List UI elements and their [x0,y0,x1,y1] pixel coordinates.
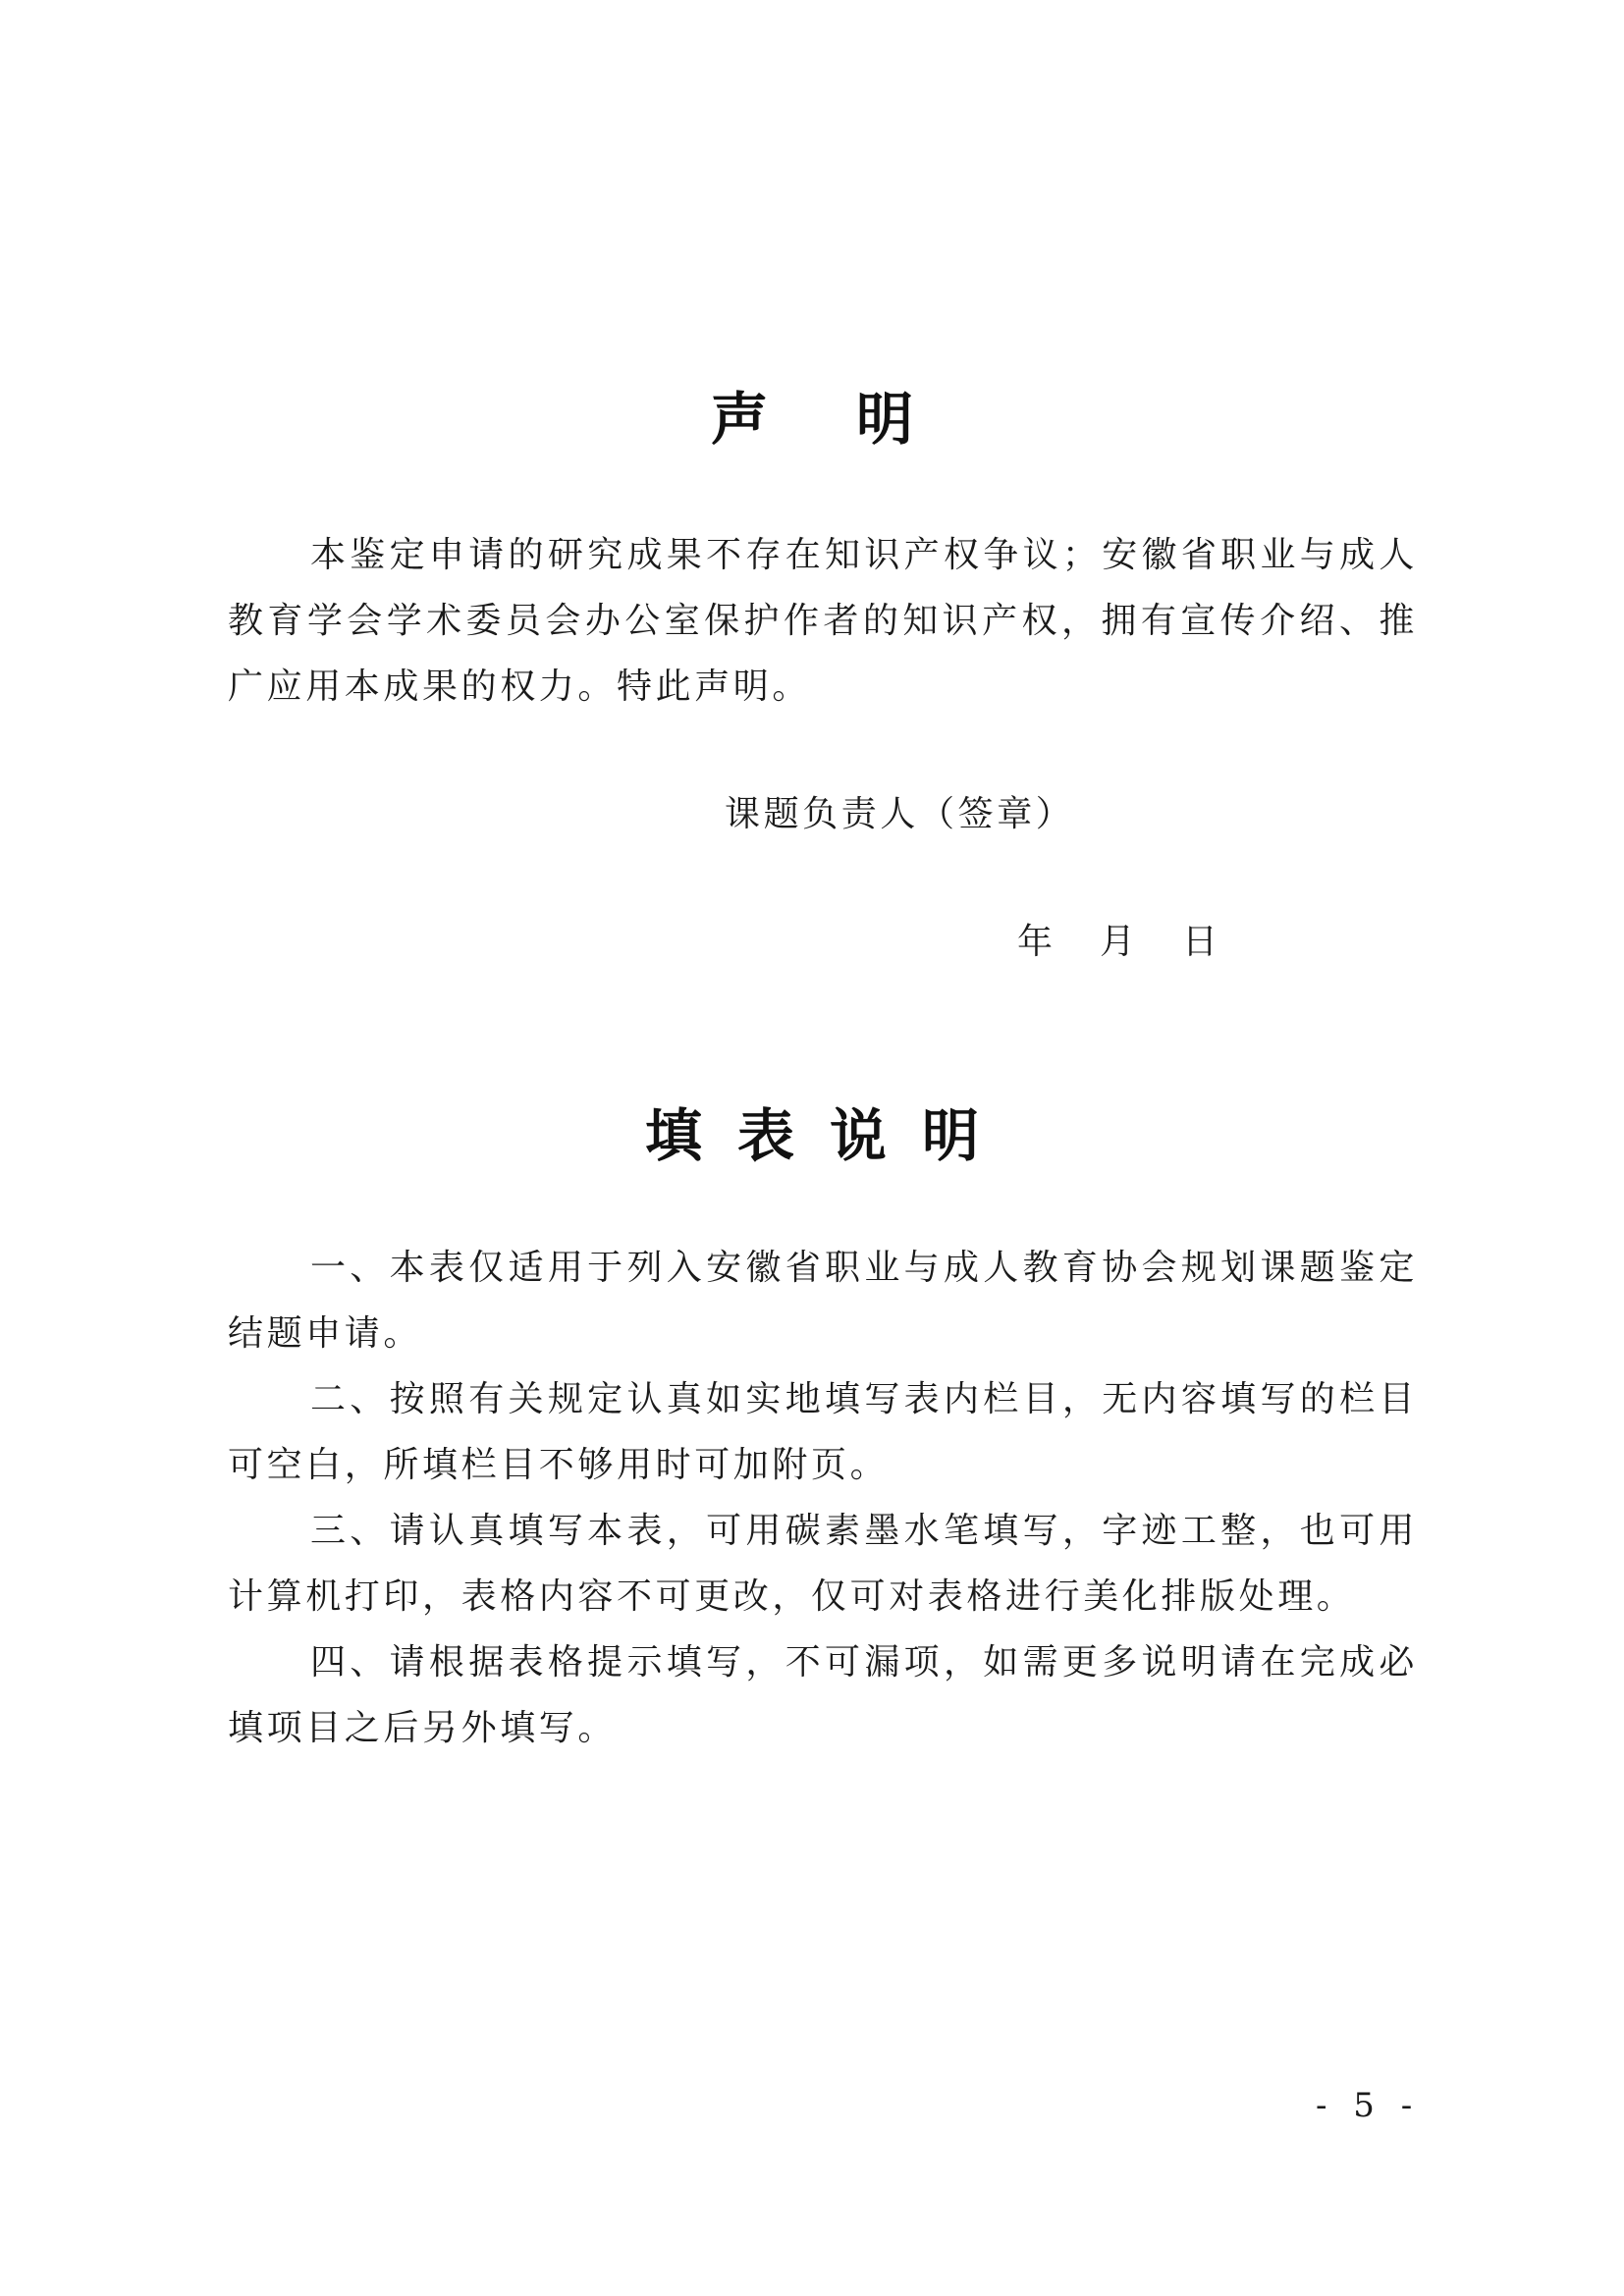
declaration-body: 本鉴定申请的研究成果不存在知识产权争议；安徽省职业与成人教育学会学术委员会办公室保护作者的知识产权，拥有宣传介绍、推广应用本成果的权力。特此声明。 [228,535,1418,707]
signature-label: 课题负责人（签章） [725,794,1075,834]
instruction-item-2: 二、按照有关规定认真如实地填写表内栏目，无内容填写的栏目可空白，所填栏目不够用时可加附页。 [228,1379,1418,1485]
declaration-title: 声明 [710,386,1001,453]
date-year-label: 年 [1017,922,1054,962]
instructions-list [228,1235,1418,1761]
page-number: - 5 - [1316,2086,1421,2125]
instruction-item-3: 三、请认真填写本表，可用碳素墨水笔填写，字迹工整，也可用计算机打印，表格内容不可更改，仅可对表格进行美化排版处理。 [228,1511,1418,1617]
instruction-item-4: 四、请根据表格提示填写，不可漏项，如需更多说明请在完成必填项目之后另外填写。 [228,1642,1418,1748]
date-month-label: 月 [1100,922,1136,962]
instructions-title: 填表说明 [644,1102,1014,1169]
instruction-item-1: 一、本表仅适用于列入安徽省职业与成人教育协会规划课题鉴定结题申请。 [228,1248,1418,1354]
date-day-label: 日 [1182,922,1218,962]
signature-date [1017,913,1218,972]
